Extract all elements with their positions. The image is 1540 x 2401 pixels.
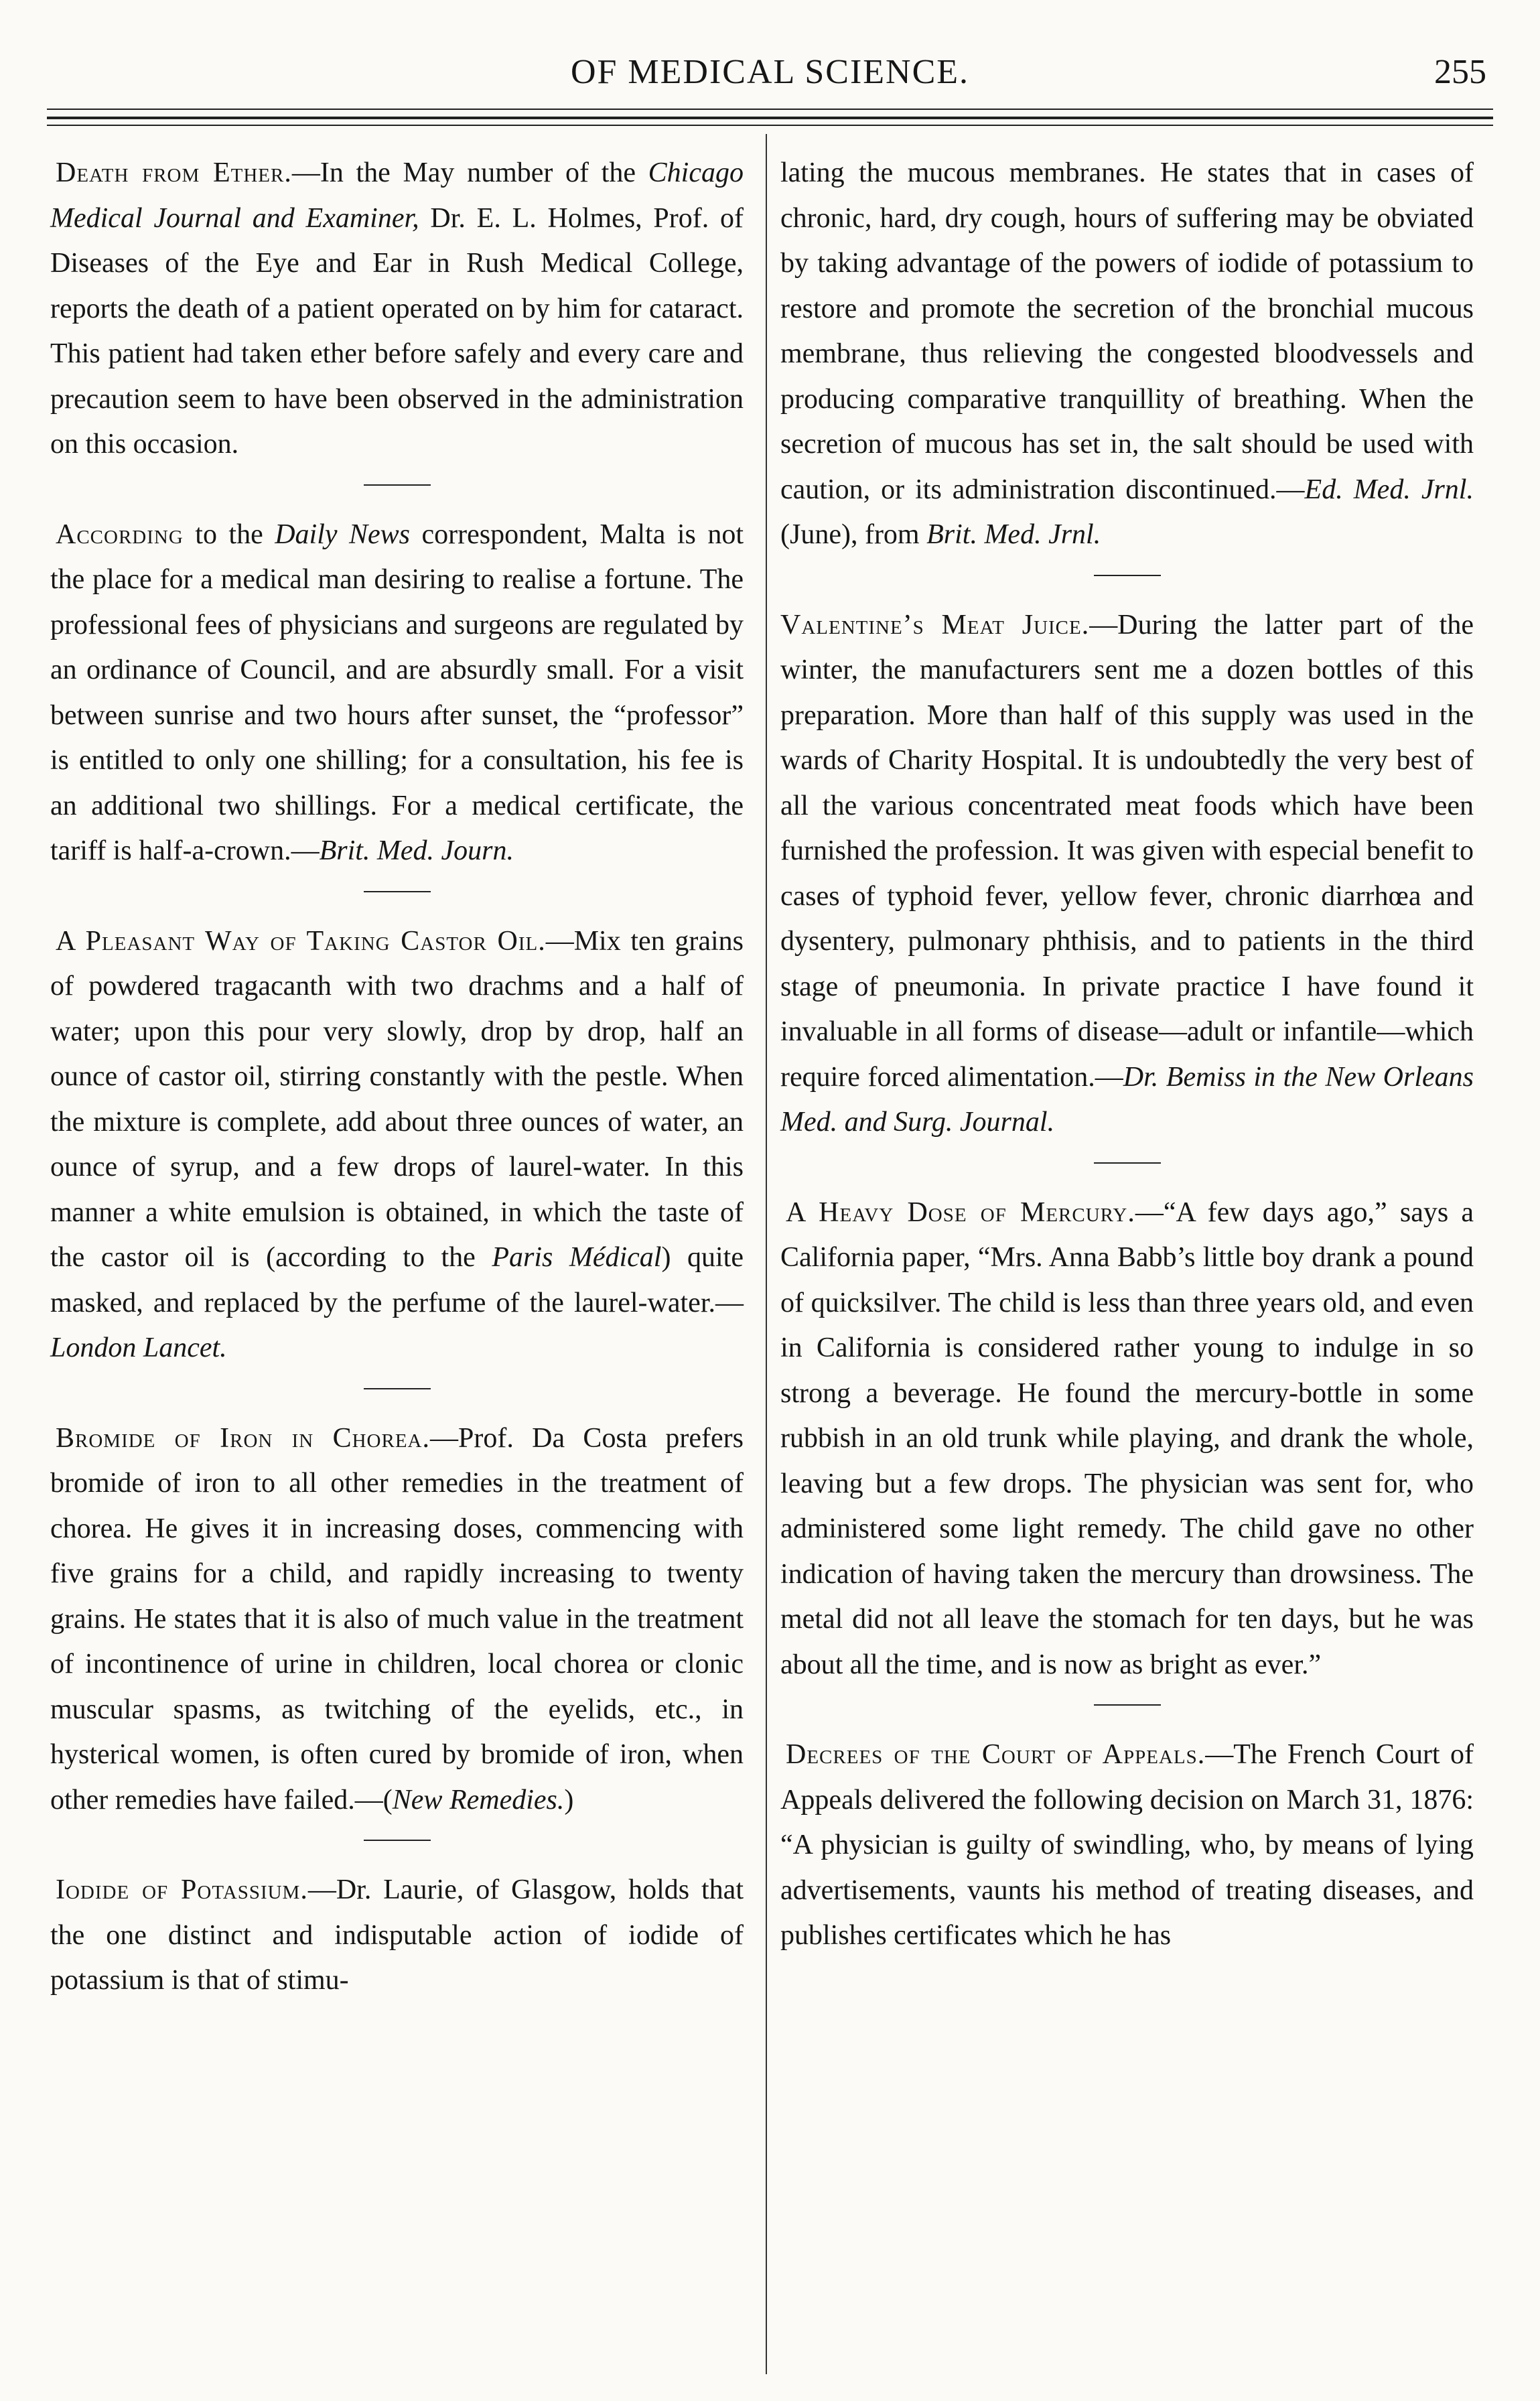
article-text: According to the Daily News correspondent, Malta is not the place for a medical man desiring to realise a fortune. The professional fees of physicians and surgeons are regulated by an ordinance of Council, and are absurdly small. For a visit between sunrise and two hours after sunset, the “professor” is entitled to only one shilling; for a consultation, his fee is an additional two shillings. For a medical certificate, the tariff is half-a-crown.—Brit. Med. Journ. <box>50 519 744 866</box>
section-separator <box>1094 1162 1161 1164</box>
article-heading: A Heavy Dose of Mercury. <box>786 1196 1135 1228</box>
article-heading: Valentine’s Meat Juice. <box>780 609 1090 640</box>
page-header <box>47 40 1493 100</box>
section-separator <box>364 484 431 486</box>
source-citation: Dr. Bemiss in the New Orleans Med. and Surg. Journal. <box>780 1061 1474 1138</box>
article-bromide-of-iron <box>50 1416 744 1824</box>
article-text: lating the mucous membranes. He states that in cases of chronic, hard, dry cough, hours of suffering may be obviated by taking advantage of the powers of iodide of potassium to restore and promote the secretion of the bronchial mucous membrane, thus relieving the congested bloodvessels and producing comparative tranquillity of breathing. When the secretion of mucous has set in, the salt should be used with caution, or its administration discontinued.—Ed. Med. Jrnl. (June), from Brit. Med. Jrnl. <box>780 157 1474 550</box>
article-text: Decrees of the Court of Appeals.—The French Court of Appeals delivered the following decision on March 31, 1876: “A physician is guilty of swindling, who, by means of lying advertisements, vaunts his method of treating diseases, and publishes certificates which he has <box>780 1739 1474 1951</box>
article-heading: According <box>56 519 184 550</box>
column-divider <box>766 134 767 2374</box>
article-text: A Heavy Dose of Mercury.—“A few days ago,” says a California paper, “Mrs. Anna Babb’s little boy drank a pound of quicksilver. The child is less than three years old, and even in California is considered rather young to indulge in so strong a beverage. He found the mercury-bottle in some rubbish in an old trunk while playing, and drank the whole, leaving but a few drops. The physician was sent for, who administered some light remedy. The child gave no other indication of having taken the mercury than drowsiness. The metal did not all leave the stomach for ten days, but he was about all the time, and is now as bright as ever.” <box>780 1196 1474 1680</box>
section-separator <box>1094 1704 1161 1706</box>
source-citation: Ed. Med. Jrnl. <box>1304 474 1474 505</box>
section-separator <box>364 891 431 892</box>
article-malta-fees <box>50 512 744 874</box>
article-valentines-meat-juice <box>780 603 1474 1146</box>
right-column <box>780 151 1474 1959</box>
section-separator <box>364 1388 431 1389</box>
article-heading: A Pleasant Way of Taking Castor Oil. <box>56 925 546 957</box>
article-heading: Decrees of the Court of Appeals. <box>786 1739 1206 1770</box>
article-text: A Pleasant Way of Taking Castor Oil.—Mix ten grains of powdered tragacanth with two drachms and a half of water; upon this pour very slowly, drop by drop, half an ounce of castor oil, stirring constantly with the pestle. When the mixture is complete, add about three ounces of water, an ounce of syrup, and a few drops of laurel-water. In this manner a white emulsion is obtained, in which the taste of the castor oil is (according to the Paris Médical) quite masked, and replaced by the perfume of the laurel-water.—London Lancet. <box>50 925 744 1363</box>
article-text: Death from Ether.—In the May number of the Chicago Medical Journal and Examiner, Dr. E. L. Holmes, Prof. of Diseases of the Eye and Ear in Rush Medical College, reports the death of a patient operated on by him for cataract. This patient had taken ether before safely and every care and precaution seem to have been observed in the administration on this occasion. <box>50 157 744 460</box>
section-separator <box>364 1840 431 1841</box>
source-citation: New Remedies. <box>392 1784 565 1815</box>
article-death-from-ether <box>50 151 744 468</box>
journal-name: Chicago Medical Journal and Examiner, <box>50 157 744 234</box>
page-number: 255 <box>1434 53 1486 91</box>
article-heavy-dose-of-mercury <box>780 1190 1474 1688</box>
source-citation: Brit. Med. Journ. <box>319 835 514 866</box>
left-column <box>50 151 744 2004</box>
article-text: Valentine’s Meat Juice.—During the latter part of the winter, the manufacturers sent me a dozen bottles of this preparation. More than half of this supply was used in the wards of Charity Hospital. It is undoubtedly the very best of all the various concentrated meat foods which have been furnished the profession. It was given with especial benefit to cases of typhoid fever, yellow fever, chronic diarrhœa and dysentery, pulmonary phthisis, and to patients in the third stage of pneumonia. In private practice I have found it invaluable in all forms of disease—adult or infantile—which require forced alimentation.—Dr. Bemiss in the New Orleans Med. and Surg. Journal. <box>780 609 1474 1138</box>
journal-name: Paris Médical <box>492 1242 662 1273</box>
newspaper-name: Daily News <box>275 519 411 550</box>
header-rule-top <box>47 109 1493 110</box>
running-title: OF MEDICAL SCIENCE. <box>570 53 970 91</box>
header-rule-middle <box>47 117 1493 119</box>
source-citation: Brit. Med. Jrnl. <box>926 519 1101 550</box>
article-text: Iodide of Potassium.—Dr. Laurie, of Glasgow, holds that the one distinct and indisputable action of iodide of potassium is that of stimu- <box>50 1874 744 1996</box>
article-castor-oil <box>50 919 744 1371</box>
article-heading: Bromide of Iron in Chorea. <box>56 1422 430 1454</box>
article-iodide-of-potassium <box>50 1868 744 2004</box>
source-citation: London Lancet. <box>50 1332 227 1363</box>
article-heading: Iodide of Potassium. <box>56 1874 308 1905</box>
header-rule-bottom <box>47 125 1493 126</box>
section-separator <box>1094 575 1161 576</box>
article-text: Bromide of Iron in Chorea.—Prof. Da Costa prefers bromide of iron to all other remedies in the treatment of chorea. He gives it in increasing doses, commencing with five grains for a child, and rapidly increasing to twenty grains. He states that it is also of much value in the treatment of incontinence of urine in children, local chorea or clonic muscular spasms, as twitching of the eyelids, etc., in hysterical women, is often cured by bromide of iron, when other remedies have failed.—(New Remedies.) <box>50 1422 744 1815</box>
article-iodide-continued <box>780 151 1474 558</box>
article-decrees-court-of-appeals <box>780 1732 1474 1959</box>
article-heading: Death from Ether. <box>56 157 292 188</box>
